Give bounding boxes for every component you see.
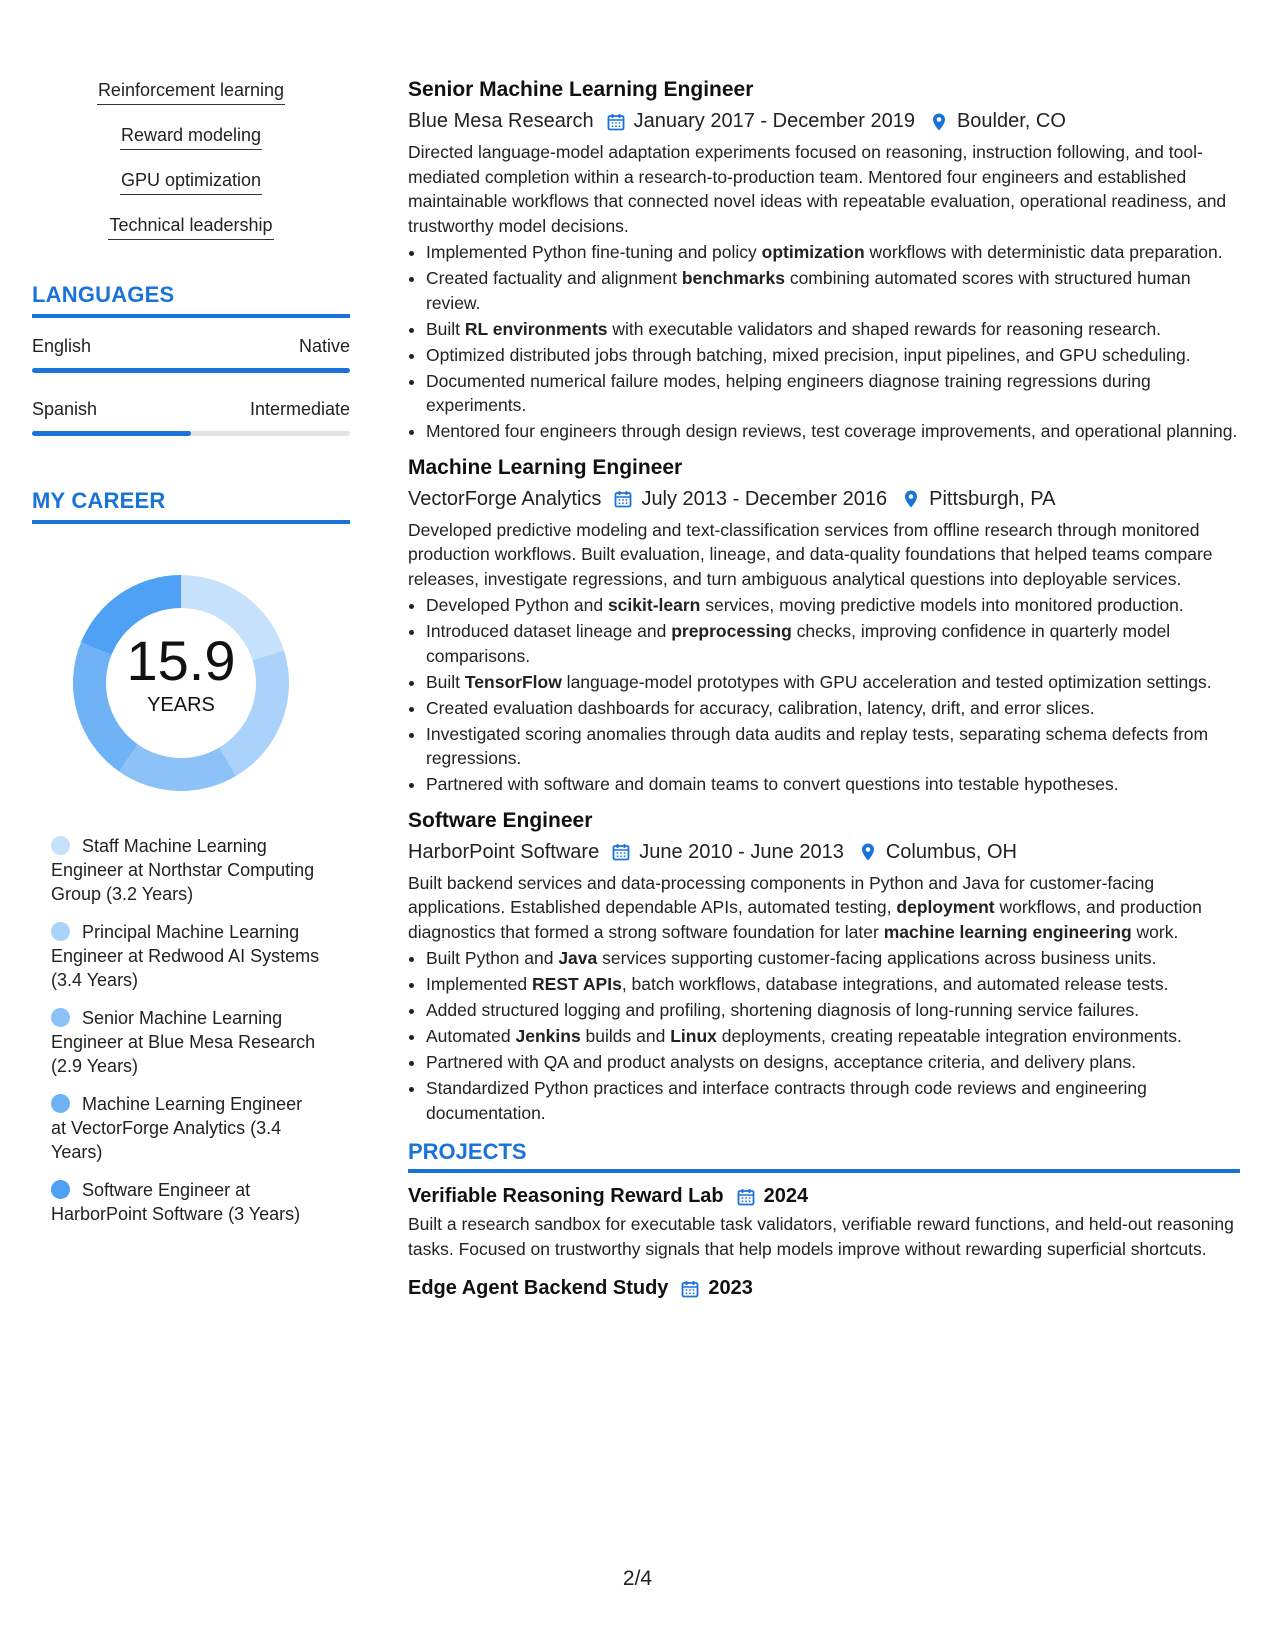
experience-entry xyxy=(408,809,1240,1126)
experience-entry xyxy=(408,78,1240,444)
project-header xyxy=(408,1277,1240,1300)
job-dates: July 2013 - December 2016 xyxy=(641,487,888,510)
job-title: Senior Machine Learning Engineer xyxy=(408,78,754,101)
skill-item: Technical leadership xyxy=(108,215,273,240)
career-donut-chart xyxy=(66,568,296,798)
career-heading: MY CAREER xyxy=(32,488,350,524)
company-name: HarborPoint Software xyxy=(408,840,600,863)
bullet-item: • Implemented Python fine-tuning and policy optimization workflows with deterministic data preparation. xyxy=(426,240,1240,265)
legend-dot xyxy=(51,1008,70,1027)
calendar-icon xyxy=(736,1187,756,1207)
location-pin-icon xyxy=(929,112,949,132)
skill-item: Reinforcement learning xyxy=(97,80,285,105)
bullet-item: • Implemented REST APIs, batch workflows, database integrations, and automated release tests. xyxy=(426,972,1240,997)
language-entry xyxy=(32,399,350,436)
career-legend-item xyxy=(51,1092,321,1164)
job-location: Boulder, CO xyxy=(956,110,1066,132)
skills-list xyxy=(32,80,350,260)
career-legend-item xyxy=(51,834,321,906)
calendar-icon xyxy=(611,842,631,862)
project-entry xyxy=(408,1185,1240,1261)
language-level: Native xyxy=(298,336,350,356)
language-proficiency-fill xyxy=(32,368,350,373)
career-legend-label: Machine Learning Engineer at VectorForge Analytics (3.4 Years) xyxy=(51,1094,303,1162)
project-year: 2023 xyxy=(708,1277,753,1299)
sidebar xyxy=(32,80,350,1240)
donut-slice xyxy=(119,744,236,791)
job-dates: June 2010 - June 2013 xyxy=(639,840,844,863)
career-legend-label: Software Engineer at HarborPoint Software (3 Years) xyxy=(51,1180,301,1224)
bullet-item: • Introduced dataset lineage and preprocessing checks, improving confidence in quarterly model comparisons. xyxy=(426,619,1240,668)
career-legend-label: Senior Machine Learning Engineer at Blue Mesa Research (2.9 Years) xyxy=(51,1008,316,1076)
project-year: 2024 xyxy=(763,1185,809,1207)
job-bullets xyxy=(408,593,1240,797)
projects-heading: PROJECTS xyxy=(408,1139,1240,1173)
job-bullets xyxy=(408,946,1240,1125)
experience-entry xyxy=(408,456,1240,797)
career-legend-item xyxy=(51,1178,321,1226)
job-meta xyxy=(408,488,1240,511)
legend-dot xyxy=(51,1180,70,1199)
language-level: Intermediate xyxy=(249,399,350,419)
bullet-item: • Mentored four engineers through design reviews, test coverage improvements, and operational planning. xyxy=(426,419,1240,444)
bullet-item: • Added structured logging and profiling, shortening diagnosis of long-running service failures. xyxy=(426,998,1240,1023)
career-legend-label: Principal Machine Learning Engineer at Redwood AI Systems (3.4 Years) xyxy=(51,922,320,990)
legend-dot xyxy=(51,922,70,941)
job-description: Developed predictive modeling and text-classification services from offline research through monitored production workflows. Built evaluation, lineage, and data-quality foundations that helped teams compare releases, investigate regressions, and turn ambiguous analytical questions into deployable services. xyxy=(408,519,1213,589)
language-proficiency-fill xyxy=(32,431,191,436)
company-name: VectorForge Analytics xyxy=(408,487,602,510)
job-title: Software Engineer xyxy=(408,808,593,832)
languages-heading: LANGUAGES xyxy=(32,282,350,318)
bullet-item: • Investigated scoring anomalies through data audits and replay tests, separating schema defects from regressions. xyxy=(426,722,1240,771)
calendar-icon xyxy=(680,1279,700,1299)
job-dates: January 2017 - December 2019 xyxy=(633,110,915,132)
bullet-item: • Automated Jenkins builds and Linux deployments, creating repeatable integration environments. xyxy=(426,1024,1240,1049)
career-total-unit: YEARS xyxy=(147,694,215,716)
career-total xyxy=(66,629,296,717)
job-location: Columbus, OH xyxy=(885,840,1017,863)
bullet-item: • Built Python and Java services supporting customer-facing applications across business units. xyxy=(426,946,1240,971)
bullet-item: • Partnered with software and domain teams to convert questions into testable hypotheses. xyxy=(426,772,1240,797)
job-location: Pittsburgh, PA xyxy=(929,487,1056,510)
skill-item: GPU optimization xyxy=(120,170,262,195)
career-legend-label: Staff Machine Learning Engineer at Northstar Computing Group (3.2 Years) xyxy=(51,836,315,904)
project-entry xyxy=(408,1277,1240,1300)
location-pin-icon xyxy=(858,842,878,862)
location-pin-icon xyxy=(901,489,921,509)
career-total-value: 15.9 xyxy=(126,629,236,692)
bullet-item: • Standardized Python practices and interface contracts through code reviews and engineering documentation. xyxy=(426,1076,1240,1125)
career-legend-item xyxy=(51,1006,321,1078)
bullet-item: • Built TensorFlow language-model prototypes with GPU acceleration and tested optimization settings. xyxy=(426,670,1240,695)
language-entry xyxy=(32,336,350,373)
calendar-icon xyxy=(613,489,633,509)
language-name: English xyxy=(32,336,92,356)
job-bullets xyxy=(408,240,1240,444)
legend-dot xyxy=(51,1094,70,1113)
skill-item: Reward modeling xyxy=(120,125,262,150)
job-description: Built backend services and data-processing components in Python and Java for customer-facing applications. Established dependable APIs, automated testing, deployment workflows, and production diagnostics that formed a strong software foundation for later machine learning engineering work. xyxy=(408,872,1202,942)
bullet-item: • Created evaluation dashboards for accuracy, calibration, latency, drift, and error slices. xyxy=(426,696,1240,721)
job-description: Directed language-model adaptation experiments focused on reasoning, instruction following, and tool-mediated completion within a research-to-production team. Mentored four engineers and established maintainable workflows that connected novel ideas with repeatable evaluation, operational readiness, and trustworthy model decisions. xyxy=(408,142,1227,236)
career-legend-item xyxy=(51,920,321,992)
job-meta xyxy=(408,841,1240,864)
language-proficiency-bar xyxy=(32,431,350,436)
project-header xyxy=(408,1185,1240,1208)
main-content xyxy=(408,78,1240,1316)
bullet-item: • Optimized distributed jobs through batching, mixed precision, input pipelines, and GPU scheduling. xyxy=(426,343,1240,368)
career-legend xyxy=(51,834,321,1226)
page-number: 2/4 xyxy=(622,1567,653,1590)
job-title: Machine Learning Engineer xyxy=(408,455,683,479)
bullet-item: • Developed Python and scikit-learn services, moving predictive models into monitored production. xyxy=(426,593,1240,618)
language-name: Spanish xyxy=(32,399,98,419)
language-proficiency-bar xyxy=(32,368,350,373)
bullet-item: • Partnered with QA and product analysts on designs, acceptance criteria, and delivery plans. xyxy=(426,1050,1240,1075)
project-description: Built a research sandbox for executable task validators, verifiable reward functions, and held-out reasoning tasks. Focused on trustworthy signals that help models improve without rewarding superficial shortcuts. xyxy=(408,1214,1234,1259)
company-name: Blue Mesa Research xyxy=(408,110,594,132)
legend-dot xyxy=(51,836,70,855)
job-meta xyxy=(408,110,1240,133)
bullet-item: • Created factuality and alignment benchmarks combining automated scores with structured human review. xyxy=(426,266,1240,315)
bullet-item: • Documented numerical failure modes, helping engineers diagnose training regressions during experiments. xyxy=(426,369,1240,418)
project-title: Edge Agent Backend Study xyxy=(408,1277,669,1299)
bullet-item: • Built RL environments with executable validators and shaped rewards for reasoning research. xyxy=(426,317,1240,342)
project-title: Verifiable Reasoning Reward Lab xyxy=(408,1185,724,1207)
calendar-icon xyxy=(606,112,626,132)
